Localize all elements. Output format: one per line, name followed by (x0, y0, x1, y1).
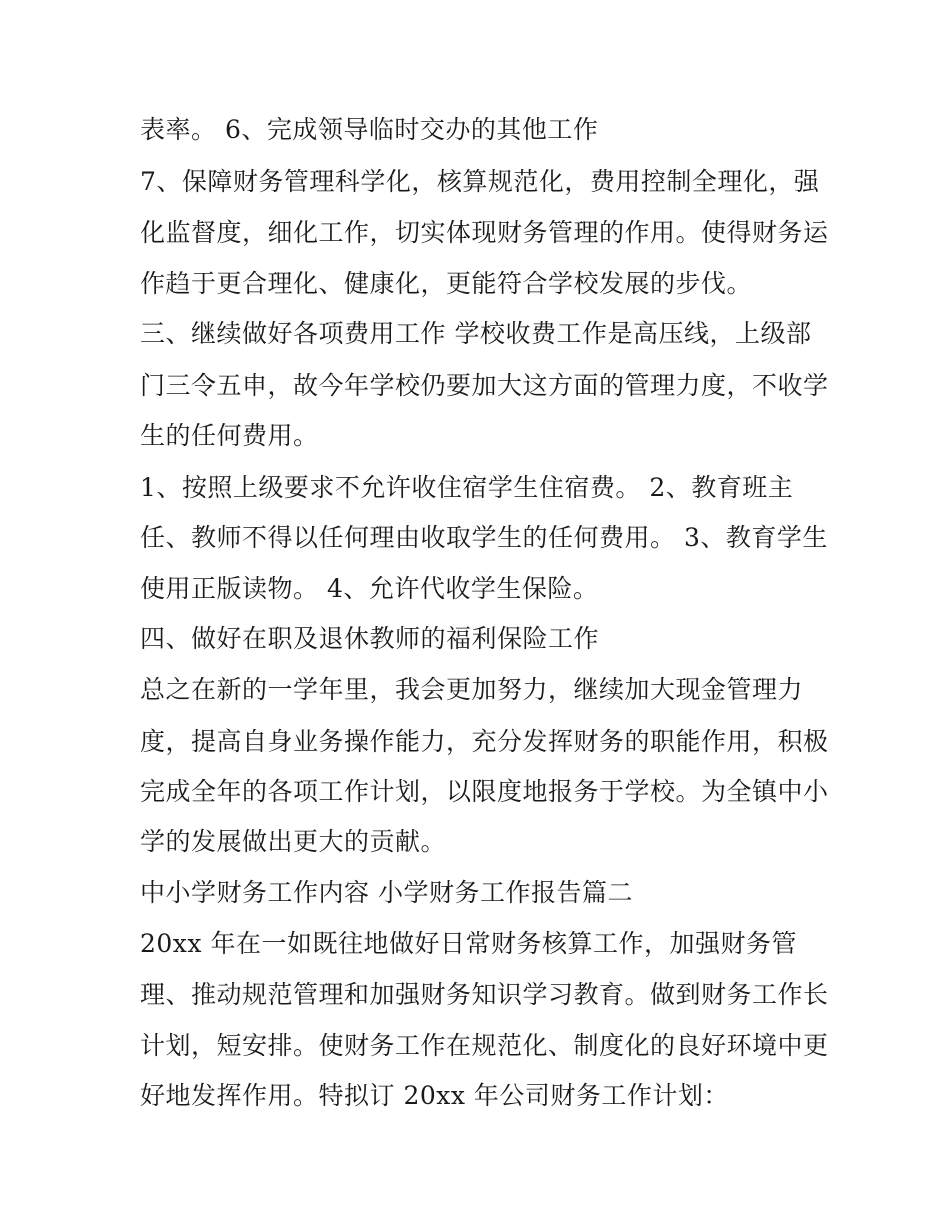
text-line-4: 作趋于更合理化、健康化，更能符合学校发展的步伐。 (140, 269, 753, 298)
text-line-13: 度，提高自身业务操作能力，充分发挥财务的职能作用，积极 (140, 727, 829, 756)
text-line-1: 表率。 6、完成领导临时交办的其他工作 (140, 115, 599, 144)
text-line-7: 生的任何费用。 (140, 421, 319, 450)
text-line-18: 理、推动规范管理和加强财务知识学习教育。做到财务工作长 (140, 980, 829, 1009)
text-line-19: 计划，短安排。使财务工作在规范化、制度化的良好环境中更 (140, 1031, 829, 1060)
text-line-14: 完成全年的各项工作计划，以限度地报务于学校。为全镇中小 (140, 777, 829, 806)
text-line-6: 门三令五申，故今年学校仍要加大这方面的管理力度，不收学 (140, 371, 829, 400)
text-line-12: 总之在新的一学年里，我会更加努力，继续加大现金管理力 (140, 675, 804, 704)
text-line-2: 7、保障财务管理科学化，核算规范化，费用控制全理化，强 (140, 167, 820, 196)
text-line-15: 学的发展做出更大的贡献。 (140, 827, 447, 856)
text-line-9: 任、教师不得以任何理由收取学生的任何费用。 3、教育学生 (140, 523, 828, 552)
text-line-10: 使用正版读物。 4、允许代收学生保险。 (140, 574, 599, 603)
text-line-5: 三、继续做好各项费用工作 学校收费工作是高压线，上级部 (140, 319, 812, 348)
text-line-17: 20xx 年在一如既往地做好日常财务核算工作，加强财务管 (140, 929, 797, 958)
text-line-16: 中小学财务工作内容 小学财务工作报告篇二 (140, 878, 633, 907)
text-line-11: 四、做好在职及退休教师的福利保险工作 (140, 624, 600, 653)
text-line-3: 化监督度，细化工作，切实体现财务管理的作用。使得财务运 (140, 218, 829, 247)
text-line-8: 1、按照上级要求不允许收住宿学生住宿费。 2、教育班主 (140, 473, 794, 502)
text-line-20: 好地发挥作用。特拟订 20xx 年公司财务工作计划： (140, 1081, 729, 1110)
